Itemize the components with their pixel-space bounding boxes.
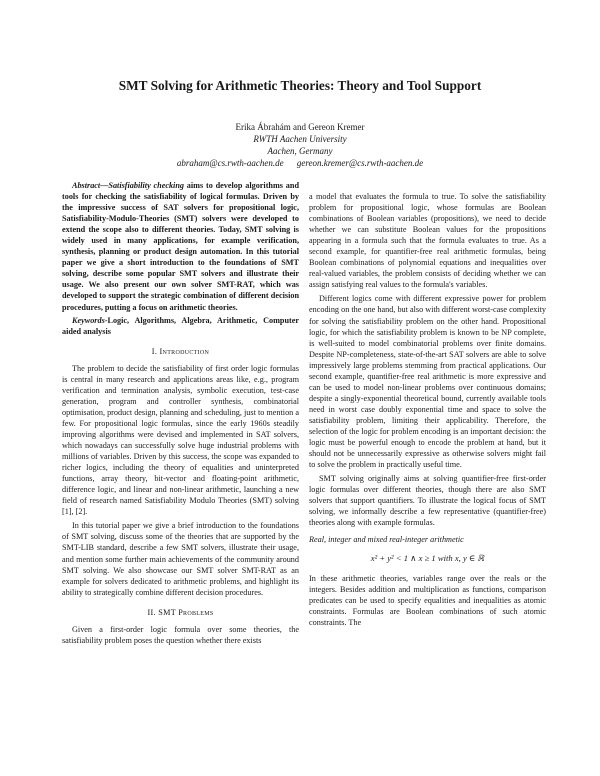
section-number: I.: [151, 346, 158, 356]
paper-title: SMT Solving for Arithmetic Theories: Theory and Tool Support: [118, 78, 482, 93]
intro-paragraph-2: In this tutorial paper we give a brief introduction to the foundations of SMT solving, discuss some of the theories that are supported by the SMT-LIB standard, describe a few SMT solvers, illustrate their usage, and mention some further main achievements of the community around SMT solving. We also showcase our SMT solver SMT-RAT as an example for solvers dedicated to arithmetic problems, and highlight its ability to strategically combine different decision procedures.: [62, 521, 299, 597]
email-kremer[interactable]: gereon.kremer@cs.rwth-aachen.de: [296, 158, 424, 168]
intro-paragraph-1: The problem to decide the satisfiability of first order logic formulas is central in many research and applications areas like, e.g., program verification and termination analysis, symbolic execution, test-case generation, program and controller synthesis, combinatorial optimisation, product design, planning and scheduling, just to mention a few. For propositional logic formulas, since the early 1960s steadily improving algorithms were devised and implemented in SAT solvers, which nowadays can successfully solve huge industrial problems with millions of variables. Driven by this success, the scope was expanded to richer logics, including the theory of equalities and uninterpreted functions, array theory, bit-vector and floating-point arithmetic, difference logic, and linear and non-linear arithmetic, launching a new field of research named Satisfiability Modulo Theories (SMT) solving [1], [2].: [62, 363, 299, 517]
section-title: Introduction: [159, 346, 210, 356]
formula: x² + y² < 1 ∧ x ≥ 1 with x, y ∈ ℝ: [370, 553, 485, 564]
section-heading-introduction: [62, 346, 299, 357]
right-paragraph-3: SMT solving originally aims at solving quantifier-free first-order logic formulas over different theories, though there are also SMT solvers that support quantifiers. To illustrate the logical focus of SMT solving, we informally describe a few representative (quantifier-free) theories along with example formulas.: [309, 474, 546, 528]
right-paragraph-1: a model that evaluates the formula to true. To solve the satisfiability problem for propositional logic, whose formulas are Boolean combinations of Boolean variables (propositions), we need to decide whether we can substitute Boolean values for the propositions appearing in a formula such that the formula evaluates to true. As a second example, for quantifier-free real arithmetic formulas, being Boolean combinations of polynomial equations and inequalities over real-valued variables, the problem consists of deciding whether we can assign satisfying real values to the formula's variables.: [309, 192, 546, 290]
abstract: [62, 180, 299, 313]
email-abraham[interactable]: abraham@cs.rwth-aachen.de: [176, 158, 284, 168]
keywords-text: -Logic, Algorithms, Algebra, Arithmetic, Computer aided analysis: [62, 315, 299, 336]
section-heading-smt-problems: [62, 607, 299, 618]
affiliation: RWTH Aachen University: [253, 134, 347, 144]
section-number: II.: [147, 607, 156, 617]
problems-paragraph-1: Given a first-order logic formula over some theories, the satisfiability problem poses the question whether there exists: [62, 624, 299, 645]
keywords-lead: Keywords: [72, 315, 105, 325]
author-block: [0, 121, 600, 169]
left-column: [62, 180, 299, 646]
subsection-heading: Real, integer and mixed real-integer arithmetic: [309, 535, 464, 545]
abstract-text: aims to develop algorithms and tools for checking the satisfiability of logical formulas. Driven by the impressive success of SAT solvers for propositional logic, Satisfiability-Modulo-Theories (SMT) solvers were developed to extend the scope also to different theories. Today, SMT solving is widely used in many applications, for example verification, synthesis, planning or product design automation. In this tutorial paper we give a short introduction to the foundations of SMT solving, describe some popular SMT solvers and illustrate their usage. We also present our own solver SMT-RAT, which was developed to support the strategic combination of different decision procedures, putting a focus on arithmetic theories.: [62, 181, 299, 312]
location: Aachen, Germany: [267, 146, 333, 156]
author-names: Erika Ábrahám and Gereon Kremer: [235, 122, 365, 132]
section-title: SMT Problems: [158, 607, 214, 617]
right-paragraph-2: Different logics come with different expressive power for problem encoding on the one hand, but also with different worst-case complexity for solving the satisfiability problem on the other hand. Propositional logic, for which the satisfiability problem is known to be NP complete, is well-suited to model combinatorial problems over finite domains. Despite NP-completeness, state-of-the-art SAT solvers are able to solve impressively large problems stemming from practical applications. Our second example, quantifier-free real arithmetic is more expressive and can be used to model non-linear problems over continuous domains; despite a singly-exponential theoretical bound, currently available tools need in worst case doubly exponential time and space to solve the satisfiability problem, limiting their applicability. Therefore, the selection of the logic for problem encoding is an important decision: the logic must be powerful enough to encode the problem at hand, but it should not be unnecessarily expressive as otherwise solvers might fail to solve the problem in practically useful time.: [309, 294, 546, 470]
right-paragraph-4: In these arithmetic theories, variables range over the reals or the integers. Besides addition and multiplication as functions, comparison predicates can be used to specify equalities and inequalities as atomic constraints. Formulas are Boolean combinations of such atomic constraints. The: [309, 573, 546, 627]
emails: [0, 157, 600, 169]
right-column: [309, 191, 546, 628]
abstract-lead: Abstract—Satisfiability checking: [72, 181, 184, 190]
keywords: [62, 315, 299, 337]
